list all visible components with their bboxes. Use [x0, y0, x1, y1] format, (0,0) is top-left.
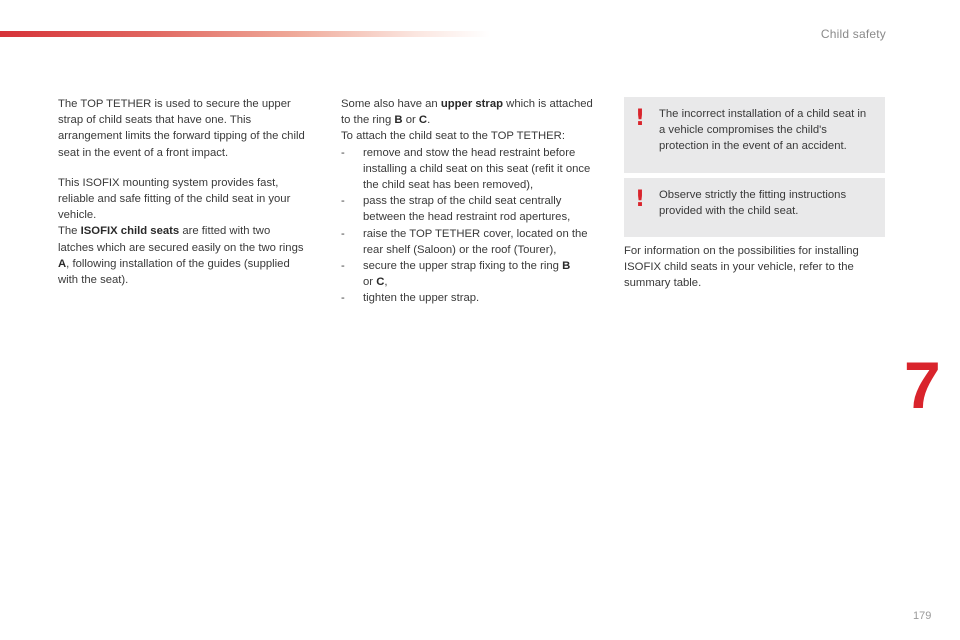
warning-text: Observe strictly the fitting instructions provided with the child seat. — [659, 189, 847, 218]
isofix-seats-paragraph: The ISOFIX child seats are fitted with two latches which are secured easily on the two rings A, following installation of the guides (supplied with the seat). — [58, 225, 304, 287]
step-pass-strap: - pass the strap of the child seat centrally between the head restraint rod apertures, — [341, 195, 571, 224]
column-middle — [341, 96, 601, 307]
step-raise-cover: - raise the TOP TETHER cover, located on the rear shelf (Saloon) or the roof (Tourer), — [341, 227, 588, 256]
warning-text: The incorrect installation of a child seat in a vehicle compromises the child's protection in the event of an accident. — [659, 108, 867, 153]
upper-strap-intro: Some also have an upper strap which is attached to the ring B or C. — [341, 98, 593, 127]
top-tether-intro: The TOP TETHER is used to secure the upper strap of child seats that have one. This arrangement limits the forward tipping of the child seat in the event of a front impact. — [58, 98, 305, 159]
isofix-seats-term: ISOFIX child seats — [80, 225, 180, 238]
warning-box-instructions — [624, 178, 885, 237]
step-tighten-strap: - tighten the upper strap. — [341, 292, 480, 305]
ring-b-label: B — [394, 114, 403, 127]
section-title: Child safety — [820, 27, 886, 41]
chapter-number: 7 — [904, 348, 941, 422]
isofix-description: This ISOFIX mounting system provides fast, reliable and safe fitting of the child seat in your vehicle. — [58, 176, 291, 222]
ring-c-label: C — [418, 114, 428, 127]
warning-exclamation-icon: ! — [635, 187, 646, 212]
ring-a-label: A — [58, 257, 67, 270]
column-right — [624, 243, 889, 292]
summary-table-info: For information on the possibilities for installing ISOFIX child seats in your vehicle, refer to the summary table. — [624, 245, 859, 290]
attach-heading: To attach the child seat to the TOP TETHER: — [341, 130, 565, 143]
warning-exclamation-icon: ! — [635, 106, 646, 131]
warning-box-installation — [624, 97, 885, 173]
header-accent-bar — [0, 31, 490, 37]
page-number: 179 — [913, 610, 932, 622]
step-secure-strap: - secure the upper strap fixing to the ring B or C, — [341, 260, 571, 289]
step-remove-head-restraint: - remove and stow the head restraint before installing a child seat on this seat (refit it once the child seat has been removed), — [341, 146, 591, 192]
column-left — [58, 96, 308, 288]
upper-strap-term: upper strap — [440, 98, 504, 110]
